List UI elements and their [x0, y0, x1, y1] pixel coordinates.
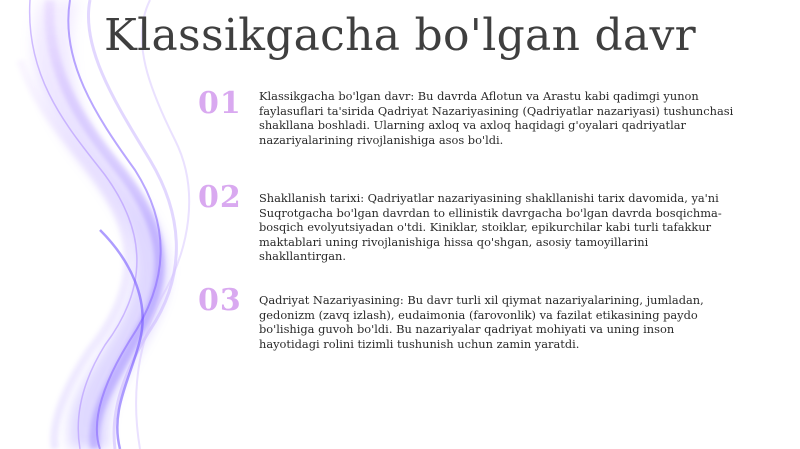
item-number: 01 [198, 86, 242, 121]
item-text: Shakllanish tarixi: Qadriyatlar nazariyasining shakllanishi tarix davomida, ya'ni Suqrotgacha bo'lgan davrdan to ellinistik davrgacha bo'lgan davrda bosqichma-bosqich evolyutsiyadan o'tdi. Kiniklar, stoiklar, epikurchilar kabi turli tafakkur maktablari uning rivojlanishiga hissa qo'shgan, asosiy tamoyillarini shakllantirgan. [259, 191, 722, 263]
item-text: Klassikgacha bo'lgan davr: Bu davrda Aflotun va Arastu kabi qadimgi yunon faylasuflari ta'sirida Qadriyat Nazariyasining (Qadriyatlar nazariyasi) tushunchasi shakllana boshladi. Ularning axloq va axloq haqidagi g'oyalari qadriyatlar nazariyalarining rivojlanishiga asos bo'ldi. [259, 89, 734, 147]
slide-title: Klassikgacha bo'lgan davr [103, 10, 696, 61]
smoke-wave-decoration [0, 0, 230, 449]
item-number: 03 [198, 283, 242, 318]
item-text: Qadriyat Nazariyasining: Bu davr turli xil qiymat nazariyalarining, jumladan, gedonizm (zavq izlash), eudaimonia (farovonlik) va fazilat etikasining paydo bo'lishiga guvoh bo'ldi. Bu nazariyalar qadriyat mohiyati va uning inson hayotidagi rolini tizimli tushunish uchun zamin yaratdi. [259, 293, 704, 351]
item-number: 02 [198, 180, 242, 215]
